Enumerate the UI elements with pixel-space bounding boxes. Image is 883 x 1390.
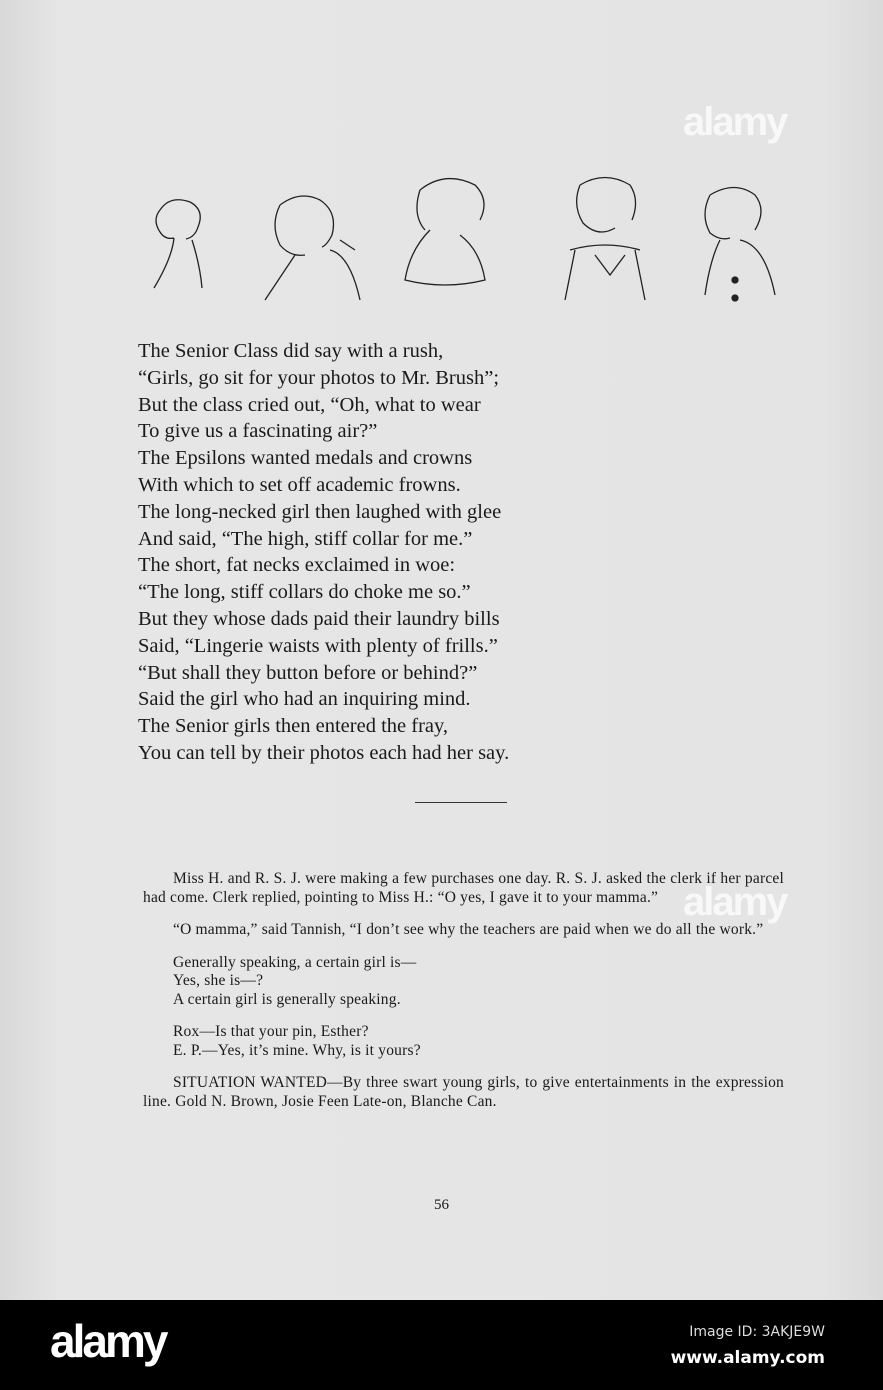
poem-line: But the class cried out, “Oh, what to wear xyxy=(138,393,481,416)
joke-line: E. P.—Yes, it’s mine. Why, is it yours? xyxy=(173,1041,421,1059)
alamy-logo: alamy xyxy=(50,1315,166,1367)
sketch-girl-5 xyxy=(705,188,775,302)
joke-line: Rox—Is that your pin, Esther? xyxy=(173,1023,369,1040)
sketch-girl-4 xyxy=(565,178,645,301)
situation-wanted: SITUATION WANTED—By three swart young girls, to give entertainments in the expression line. Gold N. Brown, Josie Feen Late-on, Blanche Can. xyxy=(143,1074,784,1110)
joke-generally-speaking xyxy=(173,954,784,1010)
poem-line: The Senior Class did say with a rush, xyxy=(138,340,444,362)
poem xyxy=(138,338,509,767)
watermark: alamy xyxy=(683,880,787,924)
poem-line: And said, “The high, stiff collar for me.” xyxy=(138,527,473,550)
footer-bar xyxy=(0,1300,883,1390)
poem-line: To give us a fascinating air?” xyxy=(138,420,378,443)
joke-line: Generally speaking, a certain girl is— xyxy=(173,953,417,971)
poem-line: The long-necked girl then laughed with glee xyxy=(138,500,502,523)
poem-line: With which to set off academic frowns. xyxy=(138,473,461,496)
joke-line: A certain girl is generally speaking. xyxy=(173,990,401,1008)
poem-line: “Girls, go sit for your photos to Mr. Brush”; xyxy=(138,366,500,389)
portrait-sketches xyxy=(130,170,790,315)
site-url[interactable]: www.alamy.com xyxy=(670,1348,825,1368)
anecdote-parcel: Miss H. and R. S. J. were making a few purchases one day. R. S. J. asked the clerk if her parcel had come. Clerk replied, pointing to Miss H.: “O yes, I gave it to your mamma.” xyxy=(143,870,784,906)
sketch-girl-2 xyxy=(265,196,360,300)
page-number: 56 xyxy=(434,1197,449,1213)
poem-line: You can tell by their photos each had her say. xyxy=(138,741,510,764)
joke-pin xyxy=(173,1023,784,1060)
sketch-girl-3 xyxy=(405,179,485,285)
sketch-girl-1 xyxy=(154,200,202,288)
poem-line: Said, “Lingerie waists with plenty of frills.” xyxy=(138,634,498,657)
anecdote-tannish: “O mamma,” said Tannish, “I don’t see why the teachers are paid when we do all the work.” xyxy=(173,921,764,938)
poem-line: “But shall they button before or behind?” xyxy=(138,661,478,684)
image-id: Image ID: 3AKJE9W xyxy=(689,1324,825,1340)
poem-line: “The long, stiff collars do choke me so.” xyxy=(138,581,471,604)
poem-line: But they whose dads paid their laundry bills xyxy=(138,607,500,630)
poem-line: The Epsilons wanted medals and crowns xyxy=(138,447,473,470)
poem-line: The short, fat necks exclaimed in woe: xyxy=(138,554,456,577)
poem-line: Said the girl who had an inquiring mind. xyxy=(138,688,471,711)
joke-line: Yes, she is—? xyxy=(173,972,264,989)
poem-line: The Senior girls then entered the fray, xyxy=(138,715,449,738)
watermark: alamy xyxy=(683,100,787,144)
section-divider xyxy=(415,802,507,803)
